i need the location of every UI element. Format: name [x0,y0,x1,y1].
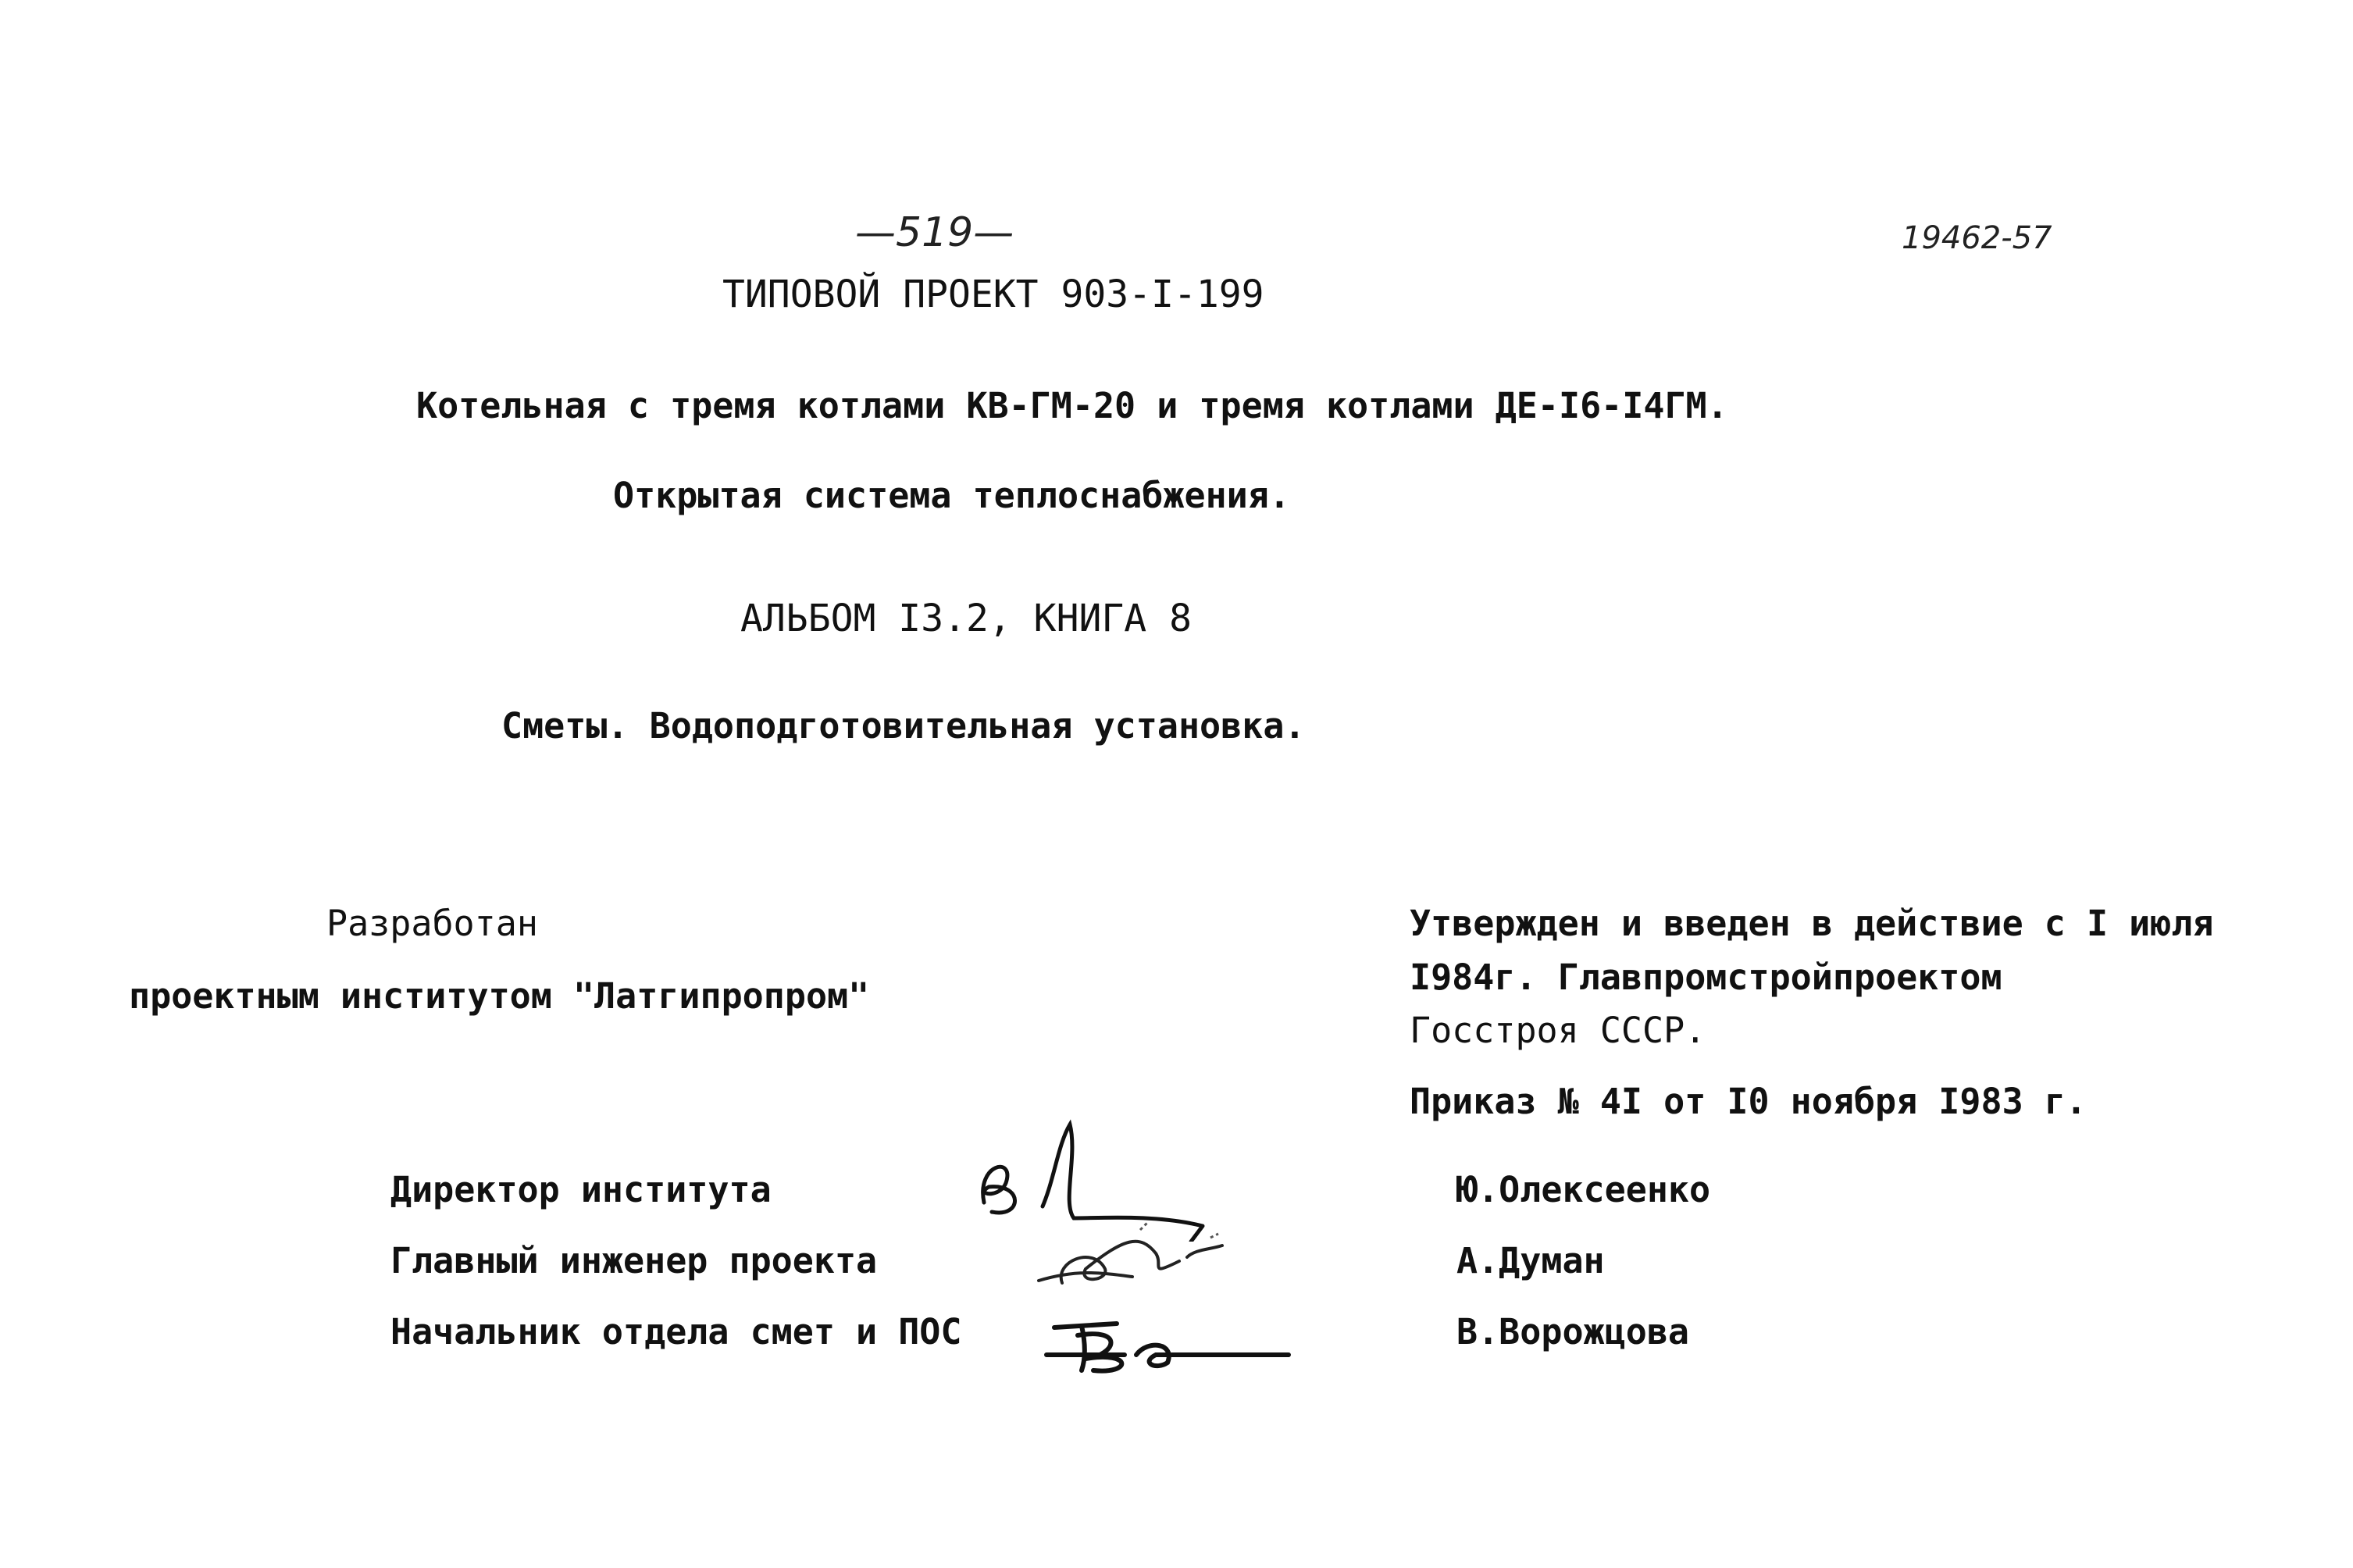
signatory-name: Ю.Олексеенко [1456,1169,1711,1210]
developed-institute: проектным институтом "Латгипропром" [129,975,870,1017]
album-line: АЛЬБОМ I3.2, КНИГА 8 [740,597,1192,640]
approved-line-1: Утвержден и введен в действие с I июля [1410,903,2214,944]
approval-order: Приказ № 4I от I0 ноября I983 г. [1410,1081,2087,1122]
approved-line-3: Госстроя СССР. [1410,1010,1706,1051]
signature-estimates-head [1039,1288,1296,1374]
page-number: —519— [855,209,1014,256]
subject-line: Котельная с тремя котлами КВ-ГМ-20 и тремя котлами ДЕ-I6-I4ГМ. [416,385,1728,426]
section-line: Сметы. Водоподготовительная установка. [501,705,1306,747]
system-line: Открытая система теплоснабжения. [613,475,1290,516]
signature-chief-engineer [1031,1214,1234,1300]
developed-label: Разработан [326,903,538,944]
signatory-role: Главный инженер проекта [390,1240,878,1281]
signatory-name: В.Ворожцова [1456,1311,1690,1352]
signatory-role: Директор института [390,1169,772,1210]
signatory-role: Начальник отдела смет и ПОС [390,1311,962,1352]
project-title: ТИПОВОЙ ПРОЕКТ 903-I-199 [722,273,1264,316]
signatory-name: А.Думан [1456,1240,1605,1281]
approved-line-2: I984г. Главпромстройпроектом [1410,957,2002,998]
archive-number: 19462-57 [1902,220,2052,256]
